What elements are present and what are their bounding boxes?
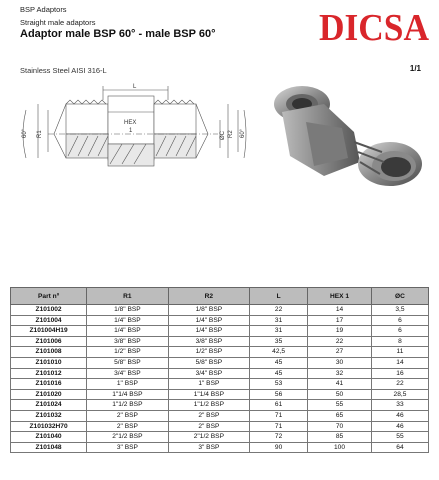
part-number-cell: Z101032H70 xyxy=(11,421,87,432)
table-cell: 1/4" BSP xyxy=(87,326,168,337)
part-number-cell: Z101024 xyxy=(11,400,87,411)
table-cell: 30 xyxy=(308,357,372,368)
column-header: R2 xyxy=(168,288,249,305)
table-cell: 46 xyxy=(371,421,428,432)
part-number-cell: Z101040 xyxy=(11,432,87,443)
svg-text:DICSA: DICSA xyxy=(319,7,430,46)
table-cell: 3,5 xyxy=(371,305,428,316)
part-number-cell: Z101048 xyxy=(11,442,87,453)
r2-label: R2 xyxy=(228,130,234,138)
table-cell: 2" BSP xyxy=(168,410,249,421)
table-cell: 3/8" BSP xyxy=(168,336,249,347)
part-number-cell: Z101006 xyxy=(11,336,87,347)
hex-number-label: 1 xyxy=(129,128,133,134)
table-row xyxy=(11,336,429,347)
technical-drawing xyxy=(18,80,248,195)
part-number-cell: Z101002 xyxy=(11,305,87,316)
category-label: BSP Adaptors xyxy=(20,5,67,14)
table-cell: 22 xyxy=(371,379,428,390)
table-cell: 28,5 xyxy=(371,389,428,400)
part-number-cell: Z101004H19 xyxy=(11,326,87,337)
table-cell: 64 xyxy=(371,442,428,453)
table-row xyxy=(11,400,429,411)
part-number-cell: Z101010 xyxy=(11,357,87,368)
table-cell: 71 xyxy=(250,421,308,432)
part-number-cell: Z101016 xyxy=(11,379,87,390)
column-header: ØC xyxy=(371,288,428,305)
table-row xyxy=(11,432,429,443)
table-cell: 100 xyxy=(308,442,372,453)
table-cell: 55 xyxy=(371,432,428,443)
table-cell: 1"1/2 BSP xyxy=(87,400,168,411)
table-row xyxy=(11,305,429,316)
table-cell: 72 xyxy=(250,432,308,443)
table-cell: 1/8" BSP xyxy=(87,305,168,316)
table-cell: 8 xyxy=(371,336,428,347)
table-cell: 3" BSP xyxy=(168,442,249,453)
table-cell: 1/4" BSP xyxy=(168,326,249,337)
dim-l-label: L xyxy=(133,84,137,90)
table-row xyxy=(11,326,429,337)
table-cell: 1/4" BSP xyxy=(168,315,249,326)
table-cell: 45 xyxy=(250,368,308,379)
table-cell: 3/4" BSP xyxy=(168,368,249,379)
table-cell: 22 xyxy=(308,336,372,347)
table-cell: 53 xyxy=(250,379,308,390)
table-cell: 2"1/2 BSP xyxy=(87,432,168,443)
table-cell: 2" BSP xyxy=(168,421,249,432)
table-cell: 27 xyxy=(308,347,372,358)
table-cell: 85 xyxy=(308,432,372,443)
table-cell: 46 xyxy=(371,410,428,421)
column-header: L xyxy=(250,288,308,305)
material-label: Stainless Steel AISI 316-L xyxy=(20,66,107,75)
table-row xyxy=(11,315,429,326)
table-cell: 16 xyxy=(371,368,428,379)
table-cell: 2"1/2 BSP xyxy=(168,432,249,443)
table-cell: 6 xyxy=(371,315,428,326)
part-number-cell: Z101020 xyxy=(11,389,87,400)
table-cell: 6 xyxy=(371,326,428,337)
table-cell: 1/4" BSP xyxy=(87,315,168,326)
column-header: R1 xyxy=(87,288,168,305)
table-cell: 56 xyxy=(250,389,308,400)
oc-label: ØC xyxy=(220,131,226,140)
table-cell: 14 xyxy=(308,305,372,316)
dicsa-logo xyxy=(317,6,430,46)
table-row xyxy=(11,379,429,390)
table-cell: 41 xyxy=(308,379,372,390)
parts-table xyxy=(10,287,429,453)
table-cell: 35 xyxy=(250,336,308,347)
table-cell: 90 xyxy=(250,442,308,453)
table-cell: 50 xyxy=(308,389,372,400)
table-cell: 2" BSP xyxy=(87,410,168,421)
part-number-cell: Z101032 xyxy=(11,410,87,421)
table-cell: 1/8" BSP xyxy=(168,305,249,316)
angle-right-label: 60° xyxy=(240,128,246,138)
table-cell: 22 xyxy=(250,305,308,316)
table-cell: 65 xyxy=(308,410,372,421)
table-cell: 5/8" BSP xyxy=(87,357,168,368)
page-title: Adaptor male BSP 60° - male BSP 60° xyxy=(20,28,216,40)
angle-left-label: 60° xyxy=(22,128,28,138)
table-cell: 1"1/4 BSP xyxy=(87,389,168,400)
table-cell: 32 xyxy=(308,368,372,379)
table-cell: 11 xyxy=(371,347,428,358)
table-cell: 33 xyxy=(371,400,428,411)
table-cell: 71 xyxy=(250,410,308,421)
table-row xyxy=(11,389,429,400)
table-cell: 17 xyxy=(308,315,372,326)
table-cell: 5/8" BSP xyxy=(168,357,249,368)
table-cell: 2" BSP xyxy=(87,421,168,432)
part-number-cell: Z101012 xyxy=(11,368,87,379)
table-cell: 42,5 xyxy=(250,347,308,358)
table-cell: 3/4" BSP xyxy=(87,368,168,379)
table-row xyxy=(11,442,429,453)
table-row xyxy=(11,410,429,421)
column-header: HEX 1 xyxy=(308,288,372,305)
part-number-cell: Z101004 xyxy=(11,315,87,326)
table-cell: 1"1/2 BSP xyxy=(168,400,249,411)
fitting-render xyxy=(262,82,434,197)
page-number: 1/1 xyxy=(409,64,421,73)
r1-label: R1 xyxy=(37,130,43,138)
table-cell: 70 xyxy=(308,421,372,432)
table-cell: 3/8" BSP xyxy=(87,336,168,347)
table-cell: 3" BSP xyxy=(87,442,168,453)
table-cell: 45 xyxy=(250,357,308,368)
table-body xyxy=(11,305,429,453)
table-cell: 19 xyxy=(308,326,372,337)
table-cell: 61 xyxy=(250,400,308,411)
table-cell: 1/2" BSP xyxy=(87,347,168,358)
part-number-cell: Z101008 xyxy=(11,347,87,358)
table-cell: 1"1/4 BSP xyxy=(168,389,249,400)
table-cell: 55 xyxy=(308,400,372,411)
table-cell: 31 xyxy=(250,326,308,337)
table-cell: 1" BSP xyxy=(87,379,168,390)
table-row xyxy=(11,421,429,432)
subcategory-label: Straight male adaptors xyxy=(20,18,96,27)
table-row xyxy=(11,357,429,368)
table-header-row xyxy=(11,288,429,305)
hex-label: HEX xyxy=(124,120,137,126)
table-row xyxy=(11,368,429,379)
table-row xyxy=(11,347,429,358)
table-cell: 31 xyxy=(250,315,308,326)
table-cell: 1/2" BSP xyxy=(168,347,249,358)
table-cell: 14 xyxy=(371,357,428,368)
column-header: Part nº xyxy=(11,288,87,305)
table-cell: 1" BSP xyxy=(168,379,249,390)
